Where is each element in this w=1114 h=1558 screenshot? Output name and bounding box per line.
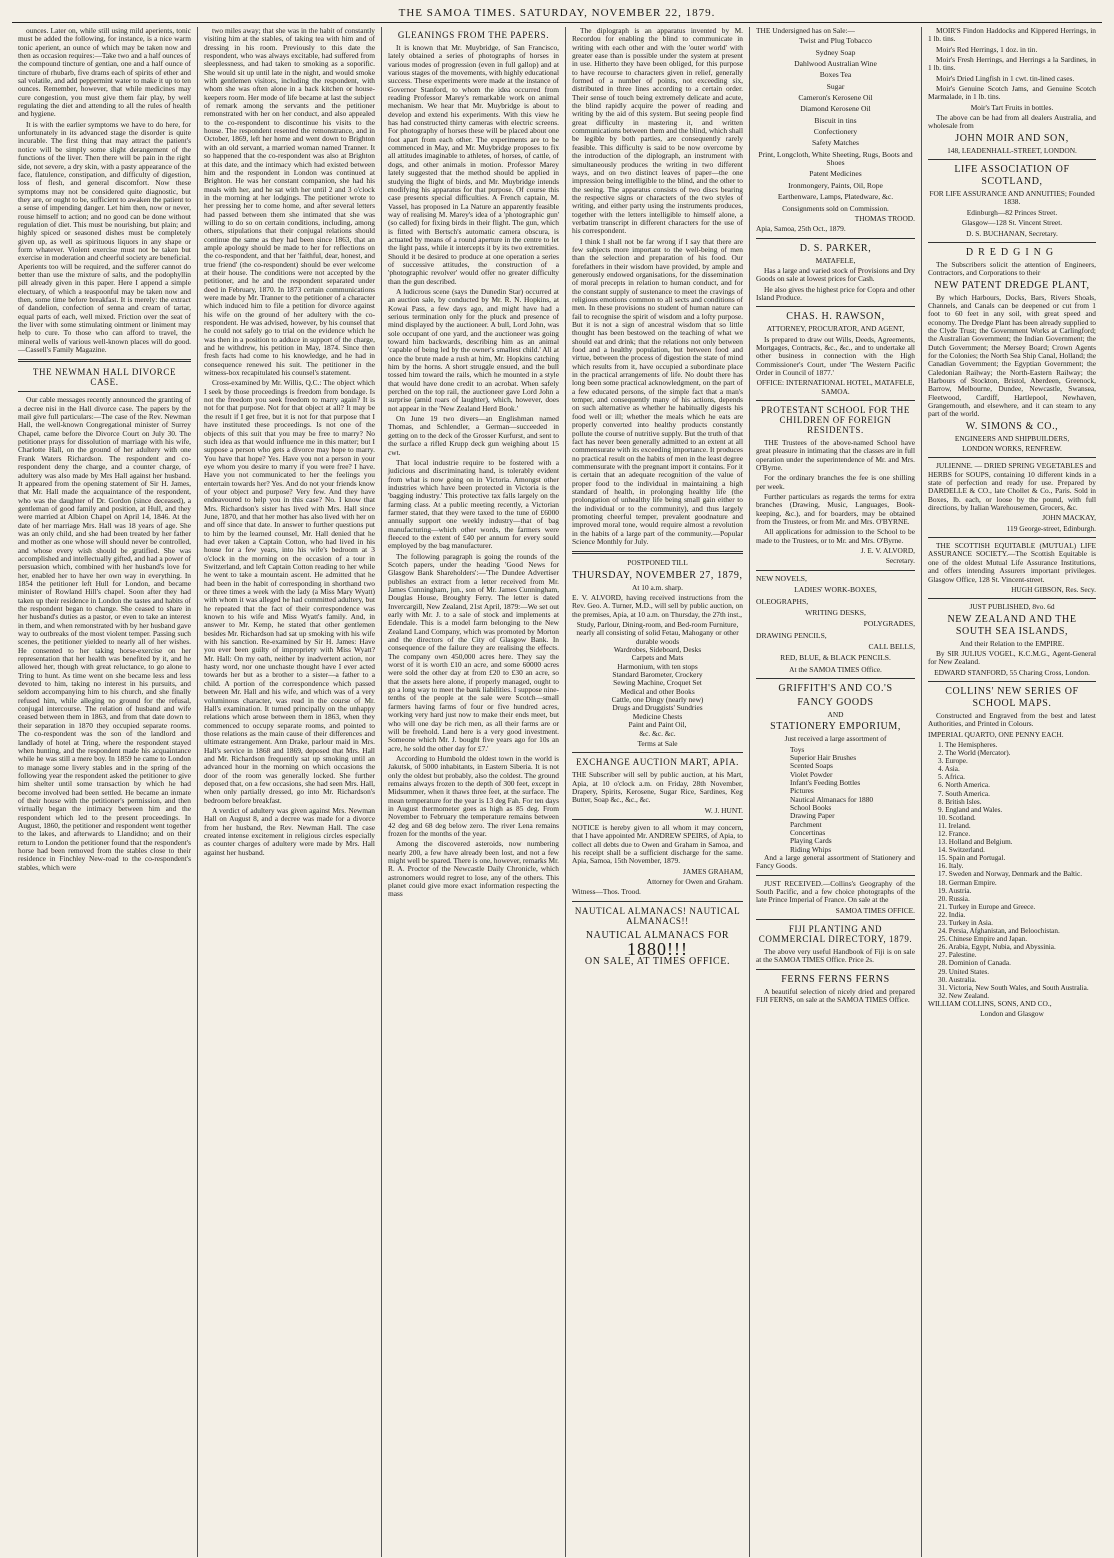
ad-witness: Witness—Thos. Trood. [572, 887, 641, 897]
list-item: Safety Matches [811, 138, 860, 148]
ad-heading: GRIFFITH'S AND CO.'S [778, 682, 893, 694]
divider [928, 457, 1096, 458]
ad-body: Moir's Red Herrings, 1 doz. in tin. [936, 44, 1038, 54]
ad-subheading: ATTORNEY, PROCURATOR, AND AGENT, [766, 324, 905, 334]
ad-footer: OFFICE: INTERNATIONAL HOTEL, MATAFELE, SAMOA. [756, 378, 915, 396]
ad-items: Study, Parlour, Dining-room, and Bed-room Furniture, nearly all consisting of solid Fetau, Mahogany or other durable woods Wardrobes, Sideboard, Desks Carpets and Mats Harmonium, with ten stops Standard Barometer, Crockery Sewing Machine, Croquet Set Medical and other Books Cattle, one Dingy (nearly new) Drugs and Druggists' Sundries Medicine Chests Paint and Paint Oil, &c. &c. &c. [576, 620, 739, 738]
divider [928, 159, 1096, 160]
ad-signature: HUGH GIBSON, Res. Secy. [1011, 584, 1096, 594]
ad-body: The above can be had from all dealers Australia, and wholesale from [928, 113, 1096, 131]
list-item: 12. France. [938, 829, 971, 838]
article-paragraph: Cross-examined by Mr. Willis, Q.C.: The object which I seek by those proceedings is freedom from bondage. Is not the freedom you seek freedom to marry again? It is not for that purpose. Not for that object at all? It may be the result if I get free, but it is not for that purpose that I have instituted these proceedings. Is not one of the objects of this suit that you may be free to marry? No such idea as that would influence me in this matter; but I suppose a person who gets a divorce may hope to marry. You have that hope? Yes. Have you not a person in your eye whom you desire to marry if you were free? I have. Have you not communicated to her the feelings you entertain towards her? Yes. And do not your friends know of your object and purpose? Very few. And they have endeavoured to help you in this case? No. I know that Mrs. Richardson's sister has lived with Mrs. Hall since June, 1870, and that her mother has also lived with her on and off since that date. In answer to further questions put to him by the learned counsel, Mr. Hall denied that he had ever taken a Captain Cotton, who had lived in his house for a few years, into his wife's bedroom at 3 o'clock in the morning on the occasion of a tour in Switzerland, and left Captain Cotton reading to her while he went to take a mountain ascent. He admitted that he had been in the habit of corresponding in shorthand two or three times a week with the lady (a Miss Mary Wyatt) with whom it was alleged he had committed adultery, but he repeated that the fact of their correspondence was known to his wife and Miss Wyatt's family. And, in answer to Mr. Kemp, he stated that other gentlemen besides Mr. Richardson had sat up smoking with his wife with his sanction. Re-examined by Sir H. James: Have you ever been guilty of impropriety with Miss Wyatt? Mr. Hall: On my oath, neither by inadvertent action, nor hasty word, nor one unchaste thought have I ever acted towards her but as a brother to a sister—a father to a child. A portion of the correspondence which passed between Mr. Hall and his wife, and which was of a very voluminous character, was read in the course of Mr. Hall's examination. It turned principally on the unhappy relations which arose between them in 1863, when they commenced to occupy separate rooms, and pointed to those relations as the main cause of their differences and ultimate estrangement. Ann Drake, parlour maid in Mrs. Hall's service in 1868 and 1869, deposed that Mrs. Hall and Mr. Richardson frequently sat up smoking until an advanced hour in the morning on which occasions the door of the room was generally locked. She further deposed that, on a few occasions, she had seen Mrs. Hall, when only partially dressed, go into Mr. Richardson's bedroom before breakfast. [204, 378, 375, 805]
divider [572, 901, 743, 902]
article-paragraph: two miles away; that she was in the habit of constantly visiting him at the stables, of taking tea with him and of dressing in his room. Previously to this date the respondent, who was always excitable, had suffered from sleeplessness, and had taken to smoking as a soporific. She would sit up until late in the night, and would smoke with gentlemen visitors, including the respondent, with whom she was often alone in a back kitchen or house-keepers room. Her mode of life became at last the subject of remark among the servants and the petitioner remonstrated with her on her conduct, and also appealed to the co-respondent to discontinue his visits to the house. The respondent resented the remonstrance, and in October, 1869, left her home and went down to Brighton with an old servant, a married woman named Tranner. It so happened that the co-respondent was also at Brighton at this date, and the intimacy which had existed between him and the respondent in London was continued at Brighton. He was her constant companion, she had his meals with her, and he sat with her until 2 and 3 o'clock in the morning at her lodgings. The petitioner wrote to her pressing her to come home, and after several letters had passed between them she intimated that she was willing to do so on certain conditions, including, among others, stipulations that their conjugal relations should continue the same as they had been since 1863, that an ample apology should be made to her for reflections on the co-respondent, and that her 'faithful, dear, honest, and true friend' (the co-respondent) should be ever welcome at their house. The conditions were not accepted by the petitioner, and he and the respondent separated under deed in February, 1870. In 1873 certain communications were made by Mr. Tranner to the petitioner of a character which induced him to file a petition for divorce against his wife on the ground of her adultery with the co-respondent. He was advised, however, by his counsel that he could not safely go to trial on the evidence which he was then in a position to adduce in support of the charge, and he withdrew, his petition in May, 1874. Since then fresh facts had come to his knowledge, and he had in consequence renewed his suit. The petitioner in the witness-box recapitulated his counsel's statement. [204, 27, 375, 378]
ad-subheading: NEW ZEALAND AND THE SOUTH SEA ISLANDS, [947, 613, 1077, 637]
list-item: NEW NOVELS, [756, 573, 807, 583]
ad-body: JUST RECEIVED.—Collins's Geography of the South Pacific, and a few choice photographs of the late Prince Imperial of France. On sale at the [756, 878, 915, 905]
ad-heading: COLLINS' NEW SERIES OF SCHOOL MAPS. [945, 685, 1079, 709]
list-item: Parchment [790, 819, 822, 829]
ad-body: The above very useful Handbook of Fiji is on sale at the SAMOA TIMES Office. Price 2s. [756, 947, 915, 965]
ad-body: By SIR JULIUS VOGEL, K.C.M.G., Agent-General for New Zealand. [928, 648, 1096, 667]
article-paragraph: It is with the earlier symptoms we have to do here, for unfortunately in its advanced stage the disorder is quite incurable. The first thing that may attract the patient's notice will be simply some slight derangement of the functions of the liver. Then there will be pain in the right side, not severe, a dry skin, with a pasty appearance of the face, flatulence, constipation, and difficulty of digestion, loss of flesh, and general discomfort. Now these symptoms may not be considered quite diagnostic, but they are, or ought to be, sufficient to awaken the patient to a sense of impending danger. Let him then, now or never, rouse himself to action; and no good can be done without regulation of diet. This must be nourishing, but plain; and highly spiced or seasoned dishes must be completely given up, as well as spirituous liquors in any shape or form whatever. Violent exercise must not be taken but exercise in moderation and cheerful society are beneficial. Aperients too will be required, and the sufferer cannot do better than use the mixture of salts, and the podophyllin pill already given in this paper. Here I append a simple electuary, of which a teaspoonful may be taken now and then, some time before breakfast. It is merely: the extract of dandelion, confection of senna and cream of tartar, equal parts of each, well mixed. Friction over the seat of the liver with some stimulating ointment or liniment may help to cure. To those who can afford to travel, the mineral wells of various well-known places will do good.—Cassell's Family Magazine. [18, 119, 191, 355]
list-item: Riding Whips [790, 844, 832, 854]
ad-heading: D. S. PARKER, [799, 242, 872, 254]
ad-heading: JUST PUBLISHED, 8vo. 6d [969, 602, 1055, 612]
ad-address: Edinburgh—82 Princes Street. [966, 207, 1058, 217]
divider [756, 875, 915, 876]
list-item: LADIES' WORK-BOXES, [794, 585, 877, 595]
list-item: Drawing Paper [790, 811, 835, 821]
list-item: OLEOGRAPHS, [756, 596, 809, 606]
article-paragraph: The diplograph is an apparatus invented by M. Recordou for enabling the blind to communicate in writing with each other and with the 'outer world' with greater ease than is possible under the system at present in use. Hitherto they have been obliged, for this purpose to have recourse to characters given in relief, generally formed of a number of points, not exceeding six, distributed in three lines according to a certain order. Their sense of touch being extremely delicate and acute, the blind rapidly acquire the power of reading and writing by the aid of this system. But seeing people find great difficulty in mastering it, and written communications between them and the blind, which shall be legible by both parties, are consequently rarely feasible. This difficulty is said to be now overcome by the introduction of the diplograph, an instrument with simultaneously produces the writing in two different ways, and on two distinct leaves of paper—the one impression being intelligible to the blind, and the other to the seeing. The apparatus consists of two discs bearing the respective signs or characters of the two styles of writing, and either party using the instruments produces, together with the letters intelligible to himself alone, a verbatim transcript in different characters for the use of his correspondent. [572, 27, 743, 236]
ad-heading: JOHN MOIR AND SON, [955, 132, 1069, 144]
list-item: 17. Sweden and Norway, Denmark and the Baltic. [938, 870, 1083, 879]
ad-heading: CHAS. H. RAWSON, [786, 311, 885, 323]
list-item: Nautical Almanacs for 1880 [790, 794, 874, 804]
ad-heading: EXCHANGE AUCTION MART, APIA. [576, 757, 739, 768]
divider [756, 570, 915, 571]
ad-heading: FERNS FERNS FERNS [781, 973, 890, 985]
list-item: 21. Turkey in Europe and Greece. [938, 902, 1036, 911]
list-item: Pictures [790, 786, 814, 796]
column-3 [382, 27, 566, 1557]
list-item: Confectionery [813, 127, 858, 137]
list-item: 19. Austria. [938, 886, 972, 895]
list-item: 10. Scotland. [938, 813, 976, 822]
list-item: Violet Powder [790, 769, 833, 779]
article-paragraph: On June 19 two divers—an Englishman named Thomas, and Schlendler, a German—succeeded in getting on to the deck of the Grosser Kurfurst, and sent to the surface a rifled Krupp deck gun weighing about 15 cwt. [388, 414, 559, 457]
divider [572, 551, 743, 554]
article-heading: GLEANINGS FROM THE PAPERS. [397, 30, 550, 40]
ad-signature: J. E. V. ALVORD, [860, 546, 915, 556]
divider [756, 969, 915, 970]
article-paragraph: A ludicrous scene (says the Dunedin Star) occurred at an auction sale, by conducted by Mr. R. N. Hopkins, at Kowai Pass, a few days ago, and might have had a serious termination only for the pluck and presence of mind displayed by the auctioneer. A bull, Lord John, was sole occupant of one yard, and the auctioneer was going toward him backwards, describing him as an animal 'capable of being led by the owner's smallest child.' All at once the brute made a rush at him, Mr. Hopkins catching him by the horns. A short struggle ensued, and the bull tossed him toward the rails, which he mounted in a style that would have done credit to an acrobat. When safely perched on the top rail, the auctioneer gave Lord John a surprise (amid roars of laughter), which, however, does not appear in the 'New Zealand Herd Book.' [388, 286, 559, 413]
divider [756, 678, 915, 679]
list-item: 31. Victoria, New South Wales, and South Australia. [938, 983, 1089, 992]
article-paragraph: That local industrie require to be fostered with a judicious and discriminating hand, is tolerably evident from what is now going on in Victoria. Amongst other industries which have been protected in Victoria is the 'bagging industry.' This protective tax falls largely on the farming class. At a public meeting recently, a Victorian farmer stated, that they were taxed to the tune of £6000 annually support one weekly industry—that of bag manufacturing—which other words, the farmers were fleeced to the extent of £40 per annum for every sould employed by the bag manufacturer. [388, 457, 559, 551]
ad-terms: Terms at Sale [637, 738, 678, 748]
list-item: 29. United States. [938, 967, 990, 976]
list-item: 20. Russia. [938, 894, 970, 903]
novels-list [756, 575, 915, 663]
list-item: 2. The World (Mercator). [938, 749, 1011, 758]
ad-signature: D. S. BUCHANAN, Secretary. [966, 228, 1058, 238]
ad-heading: FIJI PLANTING AND COMMERCIAL DIRECTORY, 1879. [758, 924, 913, 945]
article-paragraph: Our cable messages recently announced the granting of a decree nisi in the Hall divorce case. The papers by the mail give full particulars:—The case of the Rev. Newman Hall, the well-known Congregational minister of Surrey Chapel, came before the Divorce Court on July 30. The petitioner prays for dissolution of marriage with his wife, Charlotte Hall, on the ground of her adultery with one Frank Waters Richardson. The respondent and co-respondent deny the charge, and a counter charge, of adultery was also made by Mrs Hall against her husband. It appeared from the opening statement of Sir H. James, that Mr. Hall made the acquaintance of the respondent, who was the daughter of Dr. Gordon (since deceased), a gentleman of good family and position, at Hull, and they were married at Albion Chapel on April 14, 1846. At the date of her marriage Mrs. Hall was 18 years of age. She was an only child, and she had been treated by her father and mother as one whose will should never be controlled, and whose every wish should be gratified. She was accomplished and intellectually gifted, and had a power of persuasion which, combined with her husband's love for her, enabled her to have her own way in everything. In 1854 the petitioner left Hull for London, and became minister of Rowland Hill's chapel. Soon after they had taken up their residence in London the tastes and habits of the respondent began to change. She ceased to share in her husband's duties as a pastor, or even to take an interest in them, and when remonstrated with by her husband gave way to outbreaks of the most violent temper. Passing such scenes, the petitioner yielded to nearly all of her wishes. He consented to her taking horse-exercise on her representation that her health was benefited by it, and he allowed her, though with great reluctance, to go alone to Tring to hunt. As time went on she became less and less devoted to him, taking no interest in his pursuits, and seldom accompanying him to his church, and she finally refused him, while alleging no ground for the refusal, conjugal intercourse. The relation of husband and wife ceased between them in 1863, and from that date down to their separation in 1870 they occupied separate rooms. The co-respondent was the son of the landlord and landlady of hotel at Tring, where the respondent stayed when hunting, and the respondent made his acquaintance while he was still a mere boy. In 1859 he came to London to manage some livery stables and in the spring of the following year the respondent asked the petitioner to give him shelter until some transaction by which he had become involved had been settled. He became an inmate of their house with the petitioner's permission, and then virtually began the intimacy between him and the respondent which led to the present proceedings. In August, 1860, the petitioner and respondent went together to the lakes, and afterwards to Llandidno; and on their return to London the petitioner found that the respondent's horse had been removed from the stables close to their residence in Finchley New-road to the co-respondent's stables, which were [18, 395, 192, 872]
ad-note: Consignments sold on Commission. [782, 203, 889, 213]
list-item: 6. North America. [938, 781, 990, 790]
ad-subheading: NAUTICAL ALMANACS FOR [585, 929, 730, 941]
article-paragraph: A verdict of adultery was given against Mrs. Newman Hall on August 8, and a decree was made for a divorce from her husband, the Rev. Newman Hall. The case created intense excitement in religious circles especially as counter charges of adultery were made by Mrs. Hall against her husband. [204, 805, 375, 857]
ad-heading: PROTESTANT SCHOOL FOR THE CHILDREN OF FOREIGN RESIDENTS. [761, 405, 910, 435]
masthead: THE SAMOA TIMES. SATURDAY, NOVEMBER 22, 1879. [12, 6, 1102, 23]
ad-subheading: FANCY GOODS [797, 696, 874, 708]
divider [756, 238, 915, 239]
maps-list [928, 741, 1096, 1000]
list-item: Patent Medicines [809, 169, 862, 179]
list-item: Concertinas [790, 828, 826, 838]
list-item: 24. Persia, Afghanistan, and Beloochistan. [938, 927, 1060, 936]
article-paragraph: Among the discovered asteroids, now numbering nearly 200, a few have already been lost, and not a few might well be spared. There is one, however, remarks Mr. R. A. Proctor of the Newcastle Daily Chronicle, which astronomers would regret to lose, any of the others. This planet could give more exact information respecting the mass [388, 839, 559, 899]
ad-body: Is prepared to draw out Wills, Deeds, Agreements, Mortgages, Contracts, &c., &c., and to undertake all other business in connection with the High Commissioner's Court, under 'The Western Pacific Order in Council of 1877.' [756, 334, 915, 377]
ad-heading: NAUTICAL ALMANACS! NAUTICAL ALMANACS!! [574, 905, 741, 926]
column-5 [750, 27, 922, 1557]
ad-body: THE SCOTTISH EQUITABLE (MUTUAL) LIFE ASSURANCE SOCIETY.—The Scottish Equitable is one of the oldest Mutual Life Assurance Institutions, and offers intending Assurers important privileges. Glasgow Office, 128 St. Vincent-street. [928, 541, 1096, 584]
columns [12, 27, 1102, 1557]
list-item: CALL BELLS, [868, 641, 915, 651]
column-1 [12, 27, 198, 1557]
list-item: School Books [790, 803, 832, 812]
auction-date: THURSDAY, NOVEMBER 27, 1879, [572, 569, 743, 581]
divider [572, 819, 743, 820]
article-heading: THE NEWMAN HALL DIVORCE CASE. [32, 367, 177, 388]
ad-body: For the ordinary branches the fee is one shilling per week. [756, 473, 915, 491]
article-paragraph: I think I shall not be far wrong if I say that there are few subjects more important to the well-being of men than the selection and preparation of his food. Our forefathers in their wisdom have provided, by ample and generously endowed organisations, for the dissemination of moral precepts in relation to human conduct, and for the constant supply of sustenance to meet the cravings of religious emotions common to all sects and conditions of men. In these provisions no student of human nature can fail to recognise the spirit of wisdom and a lofty purpose. But it is not a sign of ancestral wisdom that so little thought has been bestowed on the teaching of what we should eat and drink; that the relations not only between food and a healthy population, but between food and virtue, between the process of digestion the state of mind which results from it, have occupied a subordinate place in the practical arrangements of life. No doubt there has long been some practical acknowledgment, on the part of a few educated persons, of the simple fact that a man's temper, and consequently many of his actions, depends on such alternative as whether he habitually digests his food well or ill; whether the meals which he eats are properly converted into healthy products constantly pollute the course of nutritive supply. But the truth of that fact has never been generally admitted to an extent at all commensurate with its exceeding importance. It produces no practical result on the habits of men in the least degree commensurate with the pregnant import it contains. For it is certain that an adequate recognition of the value of proper food to the individual in maintaining a high standard of health, in prolonging healthy life (the prolongation of unhealthy life being small gain either to the individual or to the community), and thus largely promoting cheerful temper, prevalent goodnature and improved moral tone, would require almost a revolution in the habits of a large part of the community.—Popular Science Monthly for July. [572, 236, 743, 546]
ad-intro: Just received a large assortment of [784, 734, 887, 744]
ad-signature: THOMAS TROOD. [854, 213, 915, 223]
list-item: WRITING DESKS, [805, 607, 866, 617]
ad-body: Moir's Tart Fruits in bottles. [970, 102, 1054, 112]
ad-body: The Subscribers solicit the attention of Engineers, Contractors, and Corporations to their [928, 259, 1096, 278]
ad-address: 119 George-street, Edinburgh. [1006, 523, 1096, 533]
list-item: 5. Africa. [938, 773, 965, 782]
ad-body: A beautiful selection of nicely dried and prepared FIJI FERNS, on sale at the SAMOA TIMES Office. [756, 986, 915, 1005]
ad-subheading: AND [827, 709, 844, 719]
list-item: 14. Switzerland. [938, 846, 985, 855]
article-paragraph: According to Humbold the oldest town in the world is Jakutsk, of 5000 inhabitants, in Eastern Siberia. It is not only the oldest but probably, also the coldest. The ground remains always frozen to the depth of 300 feet, except in Midsummer, when it thaws three feet, at the surface. The mean temperature for the year is 13 deg Fah. For ten days in August thermometer goes as high as 85 deg. From November to February the temperature remains between 42 deg and 68 deg below zero. The river Lena remains frozen for the months of the year. [388, 753, 559, 838]
ad-footer: At the SAMOA TIMES Office. [789, 664, 882, 674]
ad-body: Moir's Fresh Herrings, and Herrings a la Sardines, in 1 lb. tins. [928, 55, 1096, 73]
list-item: Infant's Feeding Bottles [790, 777, 861, 787]
ad-signature: EDWARD STANFORD, 55 Charing Cross, London. [934, 667, 1090, 677]
column-4 [566, 27, 750, 1557]
ad-signature: JOHN MACKAY, [1042, 513, 1096, 523]
list-item: Twist and Plug Tobacco [799, 36, 872, 46]
list-item: Diamond Kerosene Oil [800, 104, 871, 114]
ad-year: 1880!!! [627, 938, 688, 959]
list-item: DRAWING PENCILS, [756, 630, 827, 640]
ad-body: By which Harbours, Docks, Bars, Rivers Shoals, Channels, and Canals can be deepened or cut from 1 foot to 60 feet in any soil, with great speed and economy. The Dredge Plant has been already supplied to the Clyde Trust; the Government Works at Carlingford; the Australian Government; the Indian Government; the Dutch Government; the Mersey Board; Crown Agents for the Colonies; the North Sea Ship Canal, Holland; the Canadian Government; the Egyptian Government; the Caledonian Railway; the North-Eastern Railway; the Harbours of Stockton, Bristol, Aberdeen, Greenock, Barrow, Melbourne, Dundee, Newcastle, Swansea, Fleetwood, Cardiff, Hartlepool, Newhaven, Grangemouth, and elsewhere, and it can steam to any part of the world. [928, 292, 1096, 419]
ad-heading: DREDGING [965, 246, 1059, 258]
list-item: Superior Hair Brushes [790, 752, 857, 762]
ad-signature: W. SIMONS & CO., [965, 420, 1059, 432]
list-item: Ironmongery, Paints, Oil, Rope [788, 180, 883, 190]
ad-signature-title: Attorney for Owen and Graham. [646, 876, 743, 886]
list-item: 15. Spain and Portugal. [938, 854, 1006, 863]
alvord-ad [572, 594, 743, 748]
list-item: 3. Europe. [938, 757, 968, 766]
list-item: Sugar [826, 81, 845, 91]
list-item: 30. Australia. [938, 975, 977, 984]
list-item: Scented Soaps [790, 761, 833, 771]
ad-signature: W. J. HUNT. [704, 805, 743, 815]
divider [572, 752, 743, 753]
ad-body: JULIENNE. — DRIED SPRING VEGETABLES and HERBS for SOUPS, containing 10 different kinds in a state of perfection and ready for use. Prepared by DARDELLE & CO., late Chollet & Co., Paris. Sold in Boxes, lb. each, or loose by the pound, with full directions, by Italian Warehousemen, Grocers, &c. [928, 461, 1096, 513]
list-item: 11. Ireland. [938, 821, 971, 830]
ad-intro: THE Undersigned has on Sale:— [756, 27, 855, 35]
list-item: Biscuit in tins [814, 115, 857, 125]
divider [928, 598, 1096, 599]
exchange-ad [572, 771, 743, 815]
list-item: Print, Longcloth, White Sheeting, Rugs, Boots and Shoes [758, 149, 913, 168]
ad-body: He also gives the highest price for Copra and other Island Produce. [756, 284, 915, 302]
article-paragraph: It is known that Mr. Muybridge, of San Francisco, lately obtained a series of photographs of horses in various modes of progression (even in full gallop) and at various stages of the movements, with highly educational success. These experiments were made at the instance of Governor Stanford, to whom the idea occurred from reading Professor Marey's remarkable work on animal mechanism. We hear that Mr. Muybridge is about to develop and extend his experiments. With this view he has had constructed thirty cameras with electric screens. For photography of horses these will be placed about one foot apart from each other. The experiments are to be commenced in May, and Mr. Muybridge proposes to fix all attitudes imaginable to athletes, of horses, of cattle, of dogs, and other animals in motion. Professor Marey lately suggested that the method should be applied in studying the flight of birds, and Mr. Muybridge intends modifying his apparatus for that purpose. Of course this case presents special difficulties. A French captain, M. Vassel, has proposed in La Nature an apparently feasible way of realising M. Marey's idea of a 'photographic gun' (so called) for fixing birds in their flight. The gun, which is fitted with Bertsch's automatic camera obscura, is actuated by means of a round aperture in the centre to let the light pass, while it intercepts it by its two extremities. Should it be desired to produce at one operation a series of successive attitudes, the construction of a 'photographic revolver' would offer no greater difficulty than the gun described. [388, 43, 559, 286]
list-item: 16. Italy. [938, 862, 964, 871]
ad-subheading: MATAFELE, [815, 255, 856, 265]
ad-body: Moir's Dried Lingfish in 1 cwt. tin-lined cases. [936, 73, 1075, 83]
ad-address: London and Glasgow [980, 1009, 1044, 1019]
article-paragraph: ounces. Later on, while still using mild aperients, tonic must be added the following, for instance, is a nice warm tonic aperient, an ounce of which may be taken now and then as occasion requires:—Take two and a half ounces of the compound tincture of gentian, one and a half ounce of tincture of rhubarb, five drams each of spirits of ether and sal volatile, and add peppermint water to make it up to ten ounces. Remember, however, that while medicines may cure congestion, you must give them fair play, by well regulating the diet and attending to all the rules of health and hygiene. [18, 27, 191, 119]
list-item: 1. The Hemispheres. [938, 740, 998, 749]
column-6 [922, 27, 1102, 1557]
list-item: 27. Palestine. [938, 951, 977, 960]
list-item: Sydney Soap [815, 47, 856, 57]
list-item: 18. German Empire. [938, 878, 997, 887]
ad-body: THE Trustees of the above-named School have great pleasure in intimating that the classes are in full operation under the superintendence of Mr. and Mrs. O'Byrne. [756, 438, 915, 473]
list-item: 9. England and Wales. [938, 805, 1003, 814]
list-item: 28. Dominion of Canada. [938, 959, 1011, 968]
ad-body: Moir's Genuine Scotch Jams, and Genuine Scotch Marmalade, in 1 lb. tins. [928, 84, 1096, 102]
list-item: 4. Asia. [938, 765, 960, 774]
ad-date: Apia, Samoa, 25th Oct., 1879. [756, 224, 846, 234]
list-item: 23. Turkey in Asia. [938, 919, 993, 927]
list-item: POLYGRADES, [863, 619, 915, 629]
list-item: 25. Chinese Empire and Japan. [938, 935, 1028, 944]
article-paragraph: The following paragraph is going the rounds of the Scotch papers, under the heading 'Good News for Glasgow Bank Shareholders':—'The Dundee Advertiser publishes an extract from a letter received from Mr. James Cunningham, jun., son of Mr. James Cunningham, Douglas House, Broughty Ferry. The letter is dated Invercargill, New Zealand, 21st April, 1879:—We set out early with Mr. J. to a sale of stock and implements at Edendale. This is a model farm belonging to the New Zealand Land Company, which was promoted by Morton and the directors of the City of Glasgow Bank. In consequence of the failure they are realising the effects. The company own 450,000 acres here. They say the worst of it is worth £10 an acre, and some 60000 acres were sold the other day at from £20 to £30 an acre, so that the assets here alone, if properly managed, ought to go a long way to meet the bank liabilities. I suppose nine-tenths of the people at the sale were Scotch—small farmers having farms of four or five hundred acres, working very hard just now to make their ends meet, but who will one day be rich men, as all their farms are or will be freehold. Land here is a very good investment. Someone which Mr. J. bought five years ago for 10s an acre, he sold the other day for £7.' [388, 551, 559, 753]
list-item: 22. India. [938, 910, 966, 919]
auction-time: At 10 a.m. sharp. [632, 582, 683, 592]
list-item: 8. British Isles. [938, 797, 982, 806]
divider [756, 306, 915, 307]
ad-subheading: NEW PATENT DREDGE PLANT, [934, 279, 1090, 291]
ad-footer: ON SALE, AT TIMES OFFICE. [584, 956, 731, 967]
list-item: 13. Holland and Belgium. [938, 838, 1013, 847]
list-item: RED, BLUE, & BLACK PENCILS. [780, 653, 891, 663]
column-2 [198, 27, 382, 1557]
list-item: 7. South America. [938, 789, 990, 798]
ad-body: Constructed and Engraved from the best and latest Authorities, and Printed in Colours. [928, 710, 1096, 729]
ad-heading: LIFE ASSOCIATION OF SCOTLAND, [954, 164, 1070, 188]
divider [18, 391, 191, 392]
ad-subheading: ENGINEERS AND SHIPBUILDERS, [954, 433, 1070, 443]
list-item: 26. Arabia, Egypt, Nubia, and Abyssinia. [938, 943, 1056, 952]
ad-subheading: IMPERIAL QUARTO, ONE PENNY EACH. [928, 729, 1064, 739]
divider [18, 359, 191, 362]
ad-footer: SAMOA TIMES OFFICE. [835, 905, 915, 915]
list-item: Boxes Tea [819, 70, 852, 80]
ad-address: 148, LEADENHALL-STREET, LONDON. [947, 145, 1077, 155]
auction-postponed: POSTPONED TILL [627, 558, 688, 568]
ad-signature: WILLIAM COLLINS, SONS, AND CO., [928, 998, 1052, 1008]
ad-body: THE Subscriber will sell by public auction, at his Mart, Apia, at 10 o'clock a.m. on Friday, 28th November, Drapery, Spirits, Kerosene, Sugar Rice, Sardines, Keg Butter, Soap &c., &c., &c. [572, 770, 743, 805]
divider [928, 681, 1096, 682]
notice-ad [572, 824, 743, 897]
list-item: 32. New Zealand. [938, 991, 990, 1000]
ad-body: Further particulars as regards the terms for extra branches (Drawing, Music, Languages, Book-keeping, &c.), and for boarders, may be obtained from the Trustees, or from Mr. and Mrs. O'BYRNE. [756, 492, 915, 527]
list-item: Earthenware, Lamps, Platedware, &c. [777, 192, 894, 202]
trood-items [756, 37, 915, 201]
divider [756, 400, 915, 401]
ad-body: E. V. ALVORD, having received instructions from the Rev. Geo. A. Turner, M.D., will sell by public auction, on the premises, Apia, at 10 a.m. on Thursday, the 27th inst., [572, 593, 743, 619]
ad-subheading: STATIONERY EMPORIUM, [770, 721, 901, 733]
list-item: Playing Cards [790, 836, 832, 846]
ad-body: And a large general assortment of Stationery and Fancy Goods. [756, 853, 915, 871]
divider [756, 919, 915, 920]
divider [928, 242, 1096, 243]
list-item: Dahlwood Australian Wine [794, 59, 877, 69]
ad-signature-title: Secretary. [885, 556, 915, 566]
ad-body: All applications for admission to the School to be made to the Trustees, or to Mr. and Mrs. O'Byrne. [756, 527, 915, 545]
ad-address: Glasgow—128 St. Vincent Street. [961, 218, 1063, 228]
ad-body: NOTICE is hereby given to all whom it may concern, that I have appointed Mr. ANDREW SPEIRS, of Apia, to collect all debts due to Owen and Graham in Samoa, and his receipt shall be a sufficient discharge for the same. Apia, Samoa, 15th November, 1879. [572, 822, 743, 866]
ad-body: Has a large and varied stock of Provisions and Dry Goods on sale at lowest prices for Cash. [756, 265, 915, 284]
ad-address: LONDON WORKS, RENFREW. [962, 444, 1062, 454]
ad-signature: JAMES GRAHAM, [683, 866, 743, 876]
ad-subheading: FOR LIFE ASSURANCE AND ANNUITIES; Founded 1838. [929, 189, 1095, 207]
list-item: Cameron's Kerosene Oil [798, 93, 873, 103]
ad-body: And their Relation to the EMPIRE. [959, 638, 1065, 648]
list-item: Toys [790, 744, 805, 754]
griffith-items [756, 746, 915, 854]
divider [928, 537, 1096, 538]
ad-body: MOIR'S Findon Haddocks and Kippered Herrings, in 1 lb. tins. [928, 27, 1096, 44]
